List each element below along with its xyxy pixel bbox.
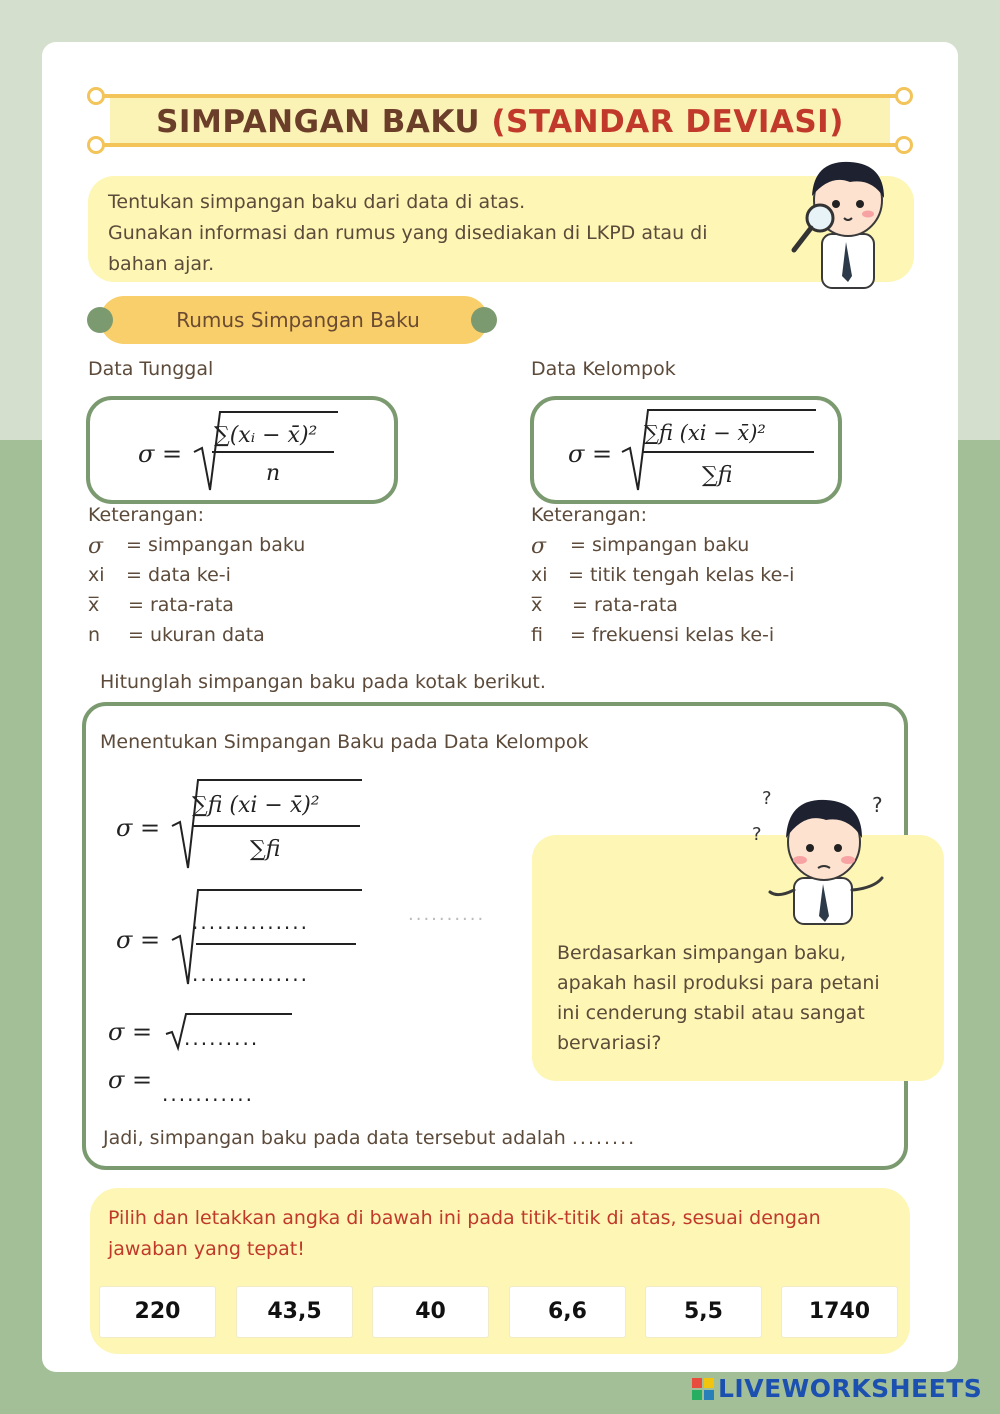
term-symbol: n — [88, 624, 101, 646]
svg-text:∑fi (xi − x̄)²: ∑fi (xi − x̄)² — [192, 793, 320, 818]
banner-ring — [87, 136, 105, 154]
keterangan-title: Keterangan: — [531, 504, 647, 526]
logo-text: LIVEWORKSHEETS — [718, 1374, 983, 1403]
banner-ring — [895, 87, 913, 105]
svg-text:∑fi: ∑fi — [250, 837, 281, 862]
svg-text:n: n — [266, 461, 281, 486]
term-desc: = rata-rata — [572, 594, 678, 616]
formula-kelompok-box — [530, 396, 842, 504]
rumus-pill-label: Rumus Simpangan Baku — [176, 308, 420, 332]
banner-ring — [87, 87, 105, 105]
answer-instruction-line: jawaban yang tepat! — [108, 1238, 305, 1260]
term-desc: = simpangan baku — [126, 534, 306, 556]
answer-chip[interactable]: 40 — [372, 1286, 489, 1338]
question-line: apakah hasil produksi para petani — [557, 972, 880, 994]
svg-text:σ =: σ = — [568, 440, 613, 468]
data-kelompok-heading: Data Kelompok — [531, 358, 676, 380]
title-highlight: (STANDAR DEVIASI) — [491, 104, 844, 140]
term-desc: = simpangan baku — [570, 534, 750, 556]
svg-text:?: ? — [752, 824, 762, 845]
term-symbol: σ — [531, 534, 547, 559]
conclusion-label: Jadi, simpangan baku pada data tersebut adalah — [103, 1127, 566, 1149]
liveworksheets-logo[interactable] — [692, 1374, 982, 1403]
formula-tunggal — [90, 400, 394, 500]
term-desc: = ukuran data — [128, 624, 265, 646]
answer-instruction-line: Pilih dan letakkan angka di bawah ini pada titik-titik di atas, sesuai dengan — [108, 1207, 821, 1229]
answer-chip[interactable]: 1740 — [781, 1286, 898, 1338]
svg-text:?: ? — [872, 793, 883, 817]
term-symbol: xi — [531, 564, 548, 586]
formula-step-1 — [100, 772, 380, 872]
blank-denominator[interactable]: .............. — [192, 962, 310, 986]
answer-chip[interactable]: 5,5 — [645, 1286, 762, 1338]
answer-chip[interactable]: 220 — [99, 1286, 216, 1338]
svg-text:?: ? — [762, 788, 772, 809]
term-desc: = rata-rata — [128, 594, 234, 616]
answer-chip[interactable]: 43,5 — [236, 1286, 353, 1338]
question-line: bervariasi? — [557, 1032, 662, 1054]
liveworksheets-icon — [692, 1378, 714, 1400]
data-tunggal-heading: Data Tunggal — [88, 358, 214, 380]
question-line: Berdasarkan simpangan baku, — [557, 942, 847, 964]
svg-text:∑fi (xi − x̄)²: ∑fi (xi − x̄)² — [644, 421, 766, 445]
svg-text:∑fi: ∑fi — [702, 463, 733, 488]
answer-chip[interactable]: 6,6 — [509, 1286, 626, 1338]
boy-magnifier-illustration — [780, 152, 900, 292]
hitung-prompt: Hitunglah simpangan baku pada kotak berikut. — [100, 671, 546, 693]
svg-text:σ =: σ = — [138, 440, 183, 468]
term-symbol: x̅ — [531, 594, 543, 616]
blank-final[interactable]: ........... — [162, 1082, 254, 1106]
instruction-line: bahan ajar. — [108, 253, 215, 275]
keterangan-title: Keterangan: — [88, 504, 204, 526]
blank-sqrt[interactable]: ......... — [184, 1026, 260, 1050]
banner-rod-top — [100, 94, 900, 98]
term-symbol: xi — [88, 564, 105, 586]
term-desc: = titik tengah kelas ke-i — [568, 564, 795, 586]
instruction-line: Gunakan informasi dan rumus yang disediakan di LKPD atau di — [108, 222, 708, 244]
page-title — [110, 100, 890, 144]
svg-text:σ =: σ = — [116, 814, 161, 842]
instruction-line: Tentukan simpangan baku dari data di atas. — [108, 191, 526, 213]
svg-text:σ =: σ = — [108, 1018, 153, 1046]
calculation-box-title: Menentukan Simpangan Baku pada Data Kelompok — [100, 731, 589, 753]
sigma-equals-label: σ = — [108, 1066, 153, 1094]
formula-kelompok — [534, 400, 838, 500]
conclusion-text — [103, 1127, 636, 1149]
confused-boy-illustration — [748, 786, 898, 926]
side-dots: .......... — [408, 904, 486, 925]
term-desc: = frekuensi kelas ke-i — [570, 624, 775, 646]
svg-text:σ =: σ = — [116, 926, 161, 954]
term-symbol: x̅ — [88, 594, 100, 616]
term-symbol: σ — [88, 534, 104, 559]
conclusion-blank[interactable]: ........ — [571, 1127, 637, 1149]
formula-tunggal-box — [86, 396, 398, 504]
term-symbol: fi — [531, 624, 543, 646]
term-desc: = data ke-i — [126, 564, 231, 586]
question-line: ini cenderung stabil atau sangat — [557, 1002, 865, 1024]
title-main: SIMPANGAN BAKU — [156, 104, 481, 140]
svg-text:∑(xᵢ − x̄)²: ∑(xᵢ − x̄)² — [214, 423, 318, 448]
blank-numerator[interactable]: .............. — [192, 910, 310, 934]
